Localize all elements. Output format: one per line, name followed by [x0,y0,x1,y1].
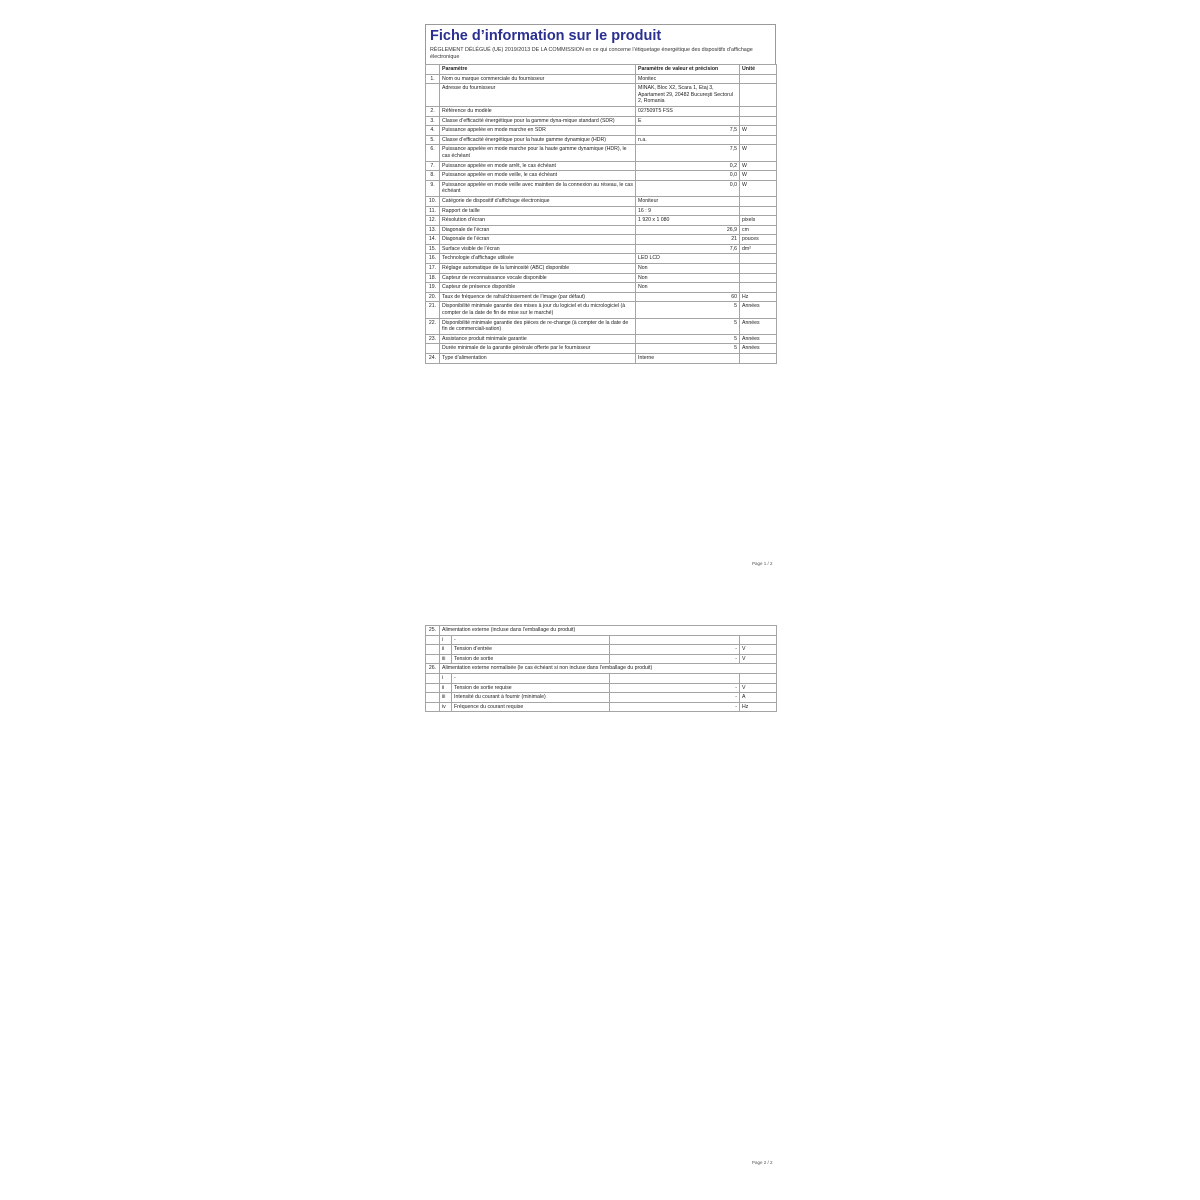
product-sheet-page-2 [425,625,776,712]
sub-unit: A [740,693,777,703]
row-value: 0,0 [636,180,740,196]
table-row [426,106,777,116]
row-number: 8. [426,171,440,181]
row-parameter: Technologie d’affichage utilisée [440,254,636,264]
row-number: 2. [426,106,440,116]
row-unit [740,196,777,206]
table-row [426,235,777,245]
sub-number: i [440,635,452,645]
sub-parameter: - [452,673,610,683]
table-row [426,225,777,235]
row-unit [740,264,777,274]
row-value: Non [636,273,740,283]
row-value: Interne [636,354,740,364]
sub-unit: V [740,645,777,655]
sub-value: - [610,654,740,664]
table-header-row [426,65,777,75]
sub-unit [740,635,777,645]
row-parameter: Assistance produit minimale garantie [440,334,636,344]
row-number: 6. [426,145,440,161]
row-number [426,344,440,354]
product-sheet-page-1 [425,24,776,364]
row-number: 7. [426,161,440,171]
row-value: 7,5 [636,126,740,136]
page-2-footer: Page 2 / 2 [752,1160,773,1165]
row-value: 7,6 [636,244,740,254]
row-parameter: Classe d’efficacité énergétique pour la gamme dyna-mique standard (SDR) [440,116,636,126]
sub-parameter: Tension de sortie requise [452,683,610,693]
row-parameter: Surface visible de l’écran [440,244,636,254]
row-unit: W [740,126,777,136]
row-unit: Années [740,318,777,334]
sub-parameter: Fréquence du courant requise [452,702,610,712]
table-row [426,334,777,344]
row-parameter: Réglage automatique de la luminosité (ABC) disponible [440,264,636,274]
row-unit [740,84,777,107]
row-parameter: Catégorie de dispositif d’affichage électronique [440,196,636,206]
row-value: 7,5 [636,145,740,161]
row-parameter: Rapport de taille [440,206,636,216]
row-value: 027509T5 FSS [636,106,740,116]
section-row [426,626,777,636]
table-row [426,216,777,226]
row-value: LED LCD [636,254,740,264]
section-number: 26. [426,664,440,674]
section-label: Alimentation externe (incluse dans l’emballage du produit) [440,626,777,636]
sub-number: iv [440,702,452,712]
row-number: 23. [426,334,440,344]
table-row [426,126,777,136]
table-row [426,180,777,196]
row-number: 14. [426,235,440,245]
header-num [426,65,440,75]
row-number: 3. [426,116,440,126]
spacer-cell [426,654,440,664]
section-label: Alimentation externe normalisée (le cas échéant si non incluse dans l’emballage du produit) [440,664,777,674]
row-value: Monitec [636,74,740,84]
row-parameter: Capteur de présence disponible [440,283,636,293]
row-number: 20. [426,292,440,302]
row-value: 16 : 9 [636,206,740,216]
header-unit: Unité [740,65,777,75]
sub-value: - [610,683,740,693]
row-parameter: Disponibilité minimale garantie des pièces de re-change (à compter de la date de fin de commerciali-sation) [440,318,636,334]
row-parameter: Référence du modèle [440,106,636,116]
sub-value: - [610,645,740,655]
spacer-cell [426,635,440,645]
table-row [426,354,777,364]
section-row [426,664,777,674]
row-number: 12. [426,216,440,226]
table-row [426,683,777,693]
sub-unit: Hz [740,702,777,712]
row-parameter: Capteur de reconnaissance vocale disponible [440,273,636,283]
table-row [426,645,777,655]
row-value: Moniteur [636,196,740,206]
sub-number: ii [440,683,452,693]
sub-parameter: Tension d’entrée [452,645,610,655]
sub-value [610,673,740,683]
row-number: 17. [426,264,440,274]
sub-value: - [610,693,740,703]
row-parameter: Taux de fréquence de rafraîchissement de l’image (par défaut) [440,292,636,302]
row-unit: dm² [740,244,777,254]
row-parameter: Puissance appelée en mode arrêt, le cas échéant [440,161,636,171]
row-unit: pixels [740,216,777,226]
row-unit [740,354,777,364]
table-row [426,292,777,302]
row-value: 5 [636,302,740,318]
page-1-footer: Page 1 / 2 [752,561,773,566]
row-number: 4. [426,126,440,136]
row-unit [740,116,777,126]
sub-value [610,635,740,645]
row-parameter: Puissance appelée en mode marche en SDR [440,126,636,136]
table-row [426,244,777,254]
sub-number: iii [440,693,452,703]
table-row [426,302,777,318]
table-row [426,135,777,145]
row-parameter: Type d’alimentation [440,354,636,364]
row-parameter: Diagonale de l’écran [440,225,636,235]
row-number: 18. [426,273,440,283]
row-unit: Années [740,302,777,318]
spacer-cell [426,673,440,683]
row-value: 26,9 [636,225,740,235]
sub-number: ii [440,645,452,655]
row-unit: pouces [740,235,777,245]
sub-unit: V [740,683,777,693]
header-parameter: Paramètre [440,65,636,75]
title-block [425,24,776,64]
row-parameter: Durée minimale de la garantie générale offerte par le fournisseur [440,344,636,354]
sub-number: iii [440,654,452,664]
table-row [426,254,777,264]
row-number: 22. [426,318,440,334]
row-number: 16. [426,254,440,264]
power-supply-table [425,625,777,712]
row-number: 21. [426,302,440,318]
table-row [426,74,777,84]
spacer-cell [426,645,440,655]
spacer-cell [426,702,440,712]
row-unit: W [740,161,777,171]
row-value: n.a. [636,135,740,145]
row-value: 5 [636,344,740,354]
table-row [426,654,777,664]
spacer-cell [426,683,440,693]
row-unit: W [740,171,777,181]
row-unit [740,106,777,116]
row-value: 60 [636,292,740,302]
row-value: 0,0 [636,171,740,181]
power-supply-body [426,626,777,712]
sub-value: - [610,702,740,712]
row-unit [740,283,777,293]
table-row [426,84,777,107]
sub-parameter: - [452,635,610,645]
row-unit: Années [740,344,777,354]
spacer-cell [426,693,440,703]
table-row [426,196,777,206]
row-number: 5. [426,135,440,145]
row-unit: cm [740,225,777,235]
row-parameter: Adresse du fournisseur [440,84,636,107]
row-parameter: Diagonale de l’écran [440,235,636,245]
sub-parameter: Tension de sortie [452,654,610,664]
row-value: 5 [636,318,740,334]
row-parameter: Résolution d’écran [440,216,636,226]
table-row [426,702,777,712]
row-unit [740,254,777,264]
row-unit: W [740,145,777,161]
row-value: 1 920 x 1 080 [636,216,740,226]
row-value: Non [636,283,740,293]
row-number: 15. [426,244,440,254]
table-row [426,344,777,354]
row-unit: Années [740,334,777,344]
row-value: E [636,116,740,126]
row-unit [740,206,777,216]
row-parameter: Puissance appelée en mode veille, le cas échéant [440,171,636,181]
row-parameter: Puissance appelée en mode marche pour la haute gamme dynamique (HDR), le cas échéant [440,145,636,161]
row-number: 10. [426,196,440,206]
sub-number: i [440,673,452,683]
row-number: 11. [426,206,440,216]
row-value: 5 [636,334,740,344]
header-value: Paramètre de valeur et précision [636,65,740,75]
table-row [426,145,777,161]
row-number: 19. [426,283,440,293]
row-unit [740,135,777,145]
row-number: 1. [426,74,440,84]
row-value: Non [636,264,740,274]
row-number [426,84,440,107]
document-title: Fiche d’information sur le produit [430,28,662,44]
table-row [426,264,777,274]
row-parameter: Nom ou marque commerciale du fournisseur [440,74,636,84]
row-unit: W [740,180,777,196]
table-row [426,161,777,171]
sub-parameter: Intensité du courant à fournir (minimale) [452,693,610,703]
document-subtitle: RÈGLEMENT DÉLÉGUÉ (UE) 2019/2013 DE LA COMMISSION en ce qui concerne l’étiquetage énergétique des dispositifs d’affichage électronique [430,47,753,60]
row-parameter: Puissance appelée en mode veille avec maintien de la connexion au réseau, le cas échéant [440,180,636,196]
sub-unit [740,673,777,683]
row-value: 0,2 [636,161,740,171]
table-row [426,318,777,334]
table-row [426,635,777,645]
table-row [426,273,777,283]
row-number: 24. [426,354,440,364]
row-parameter: Classe d’efficacité énergétique pour la haute gamme dynamique (HDR) [440,135,636,145]
table-row [426,116,777,126]
sub-unit: V [740,654,777,664]
row-unit [740,74,777,84]
product-info-body [426,74,777,363]
section-number: 25. [426,626,440,636]
row-value: MINAK, Bloc X2, Scara 1, Etaj 3, Apartament 29, 20482 Bucureşti Sectorul 2, Romania [636,84,740,107]
table-row [426,206,777,216]
table-row [426,283,777,293]
row-unit: Hz [740,292,777,302]
table-row [426,673,777,683]
row-value: 21 [636,235,740,245]
table-row [426,693,777,703]
row-unit [740,273,777,283]
row-parameter: Disponibilité minimale garantie des mises à jour du logiciel et du micrologiciel (à compter de la date de fin de mise sur le marché) [440,302,636,318]
table-row [426,171,777,181]
row-number: 9. [426,180,440,196]
product-info-table [425,64,777,364]
row-number: 13. [426,225,440,235]
